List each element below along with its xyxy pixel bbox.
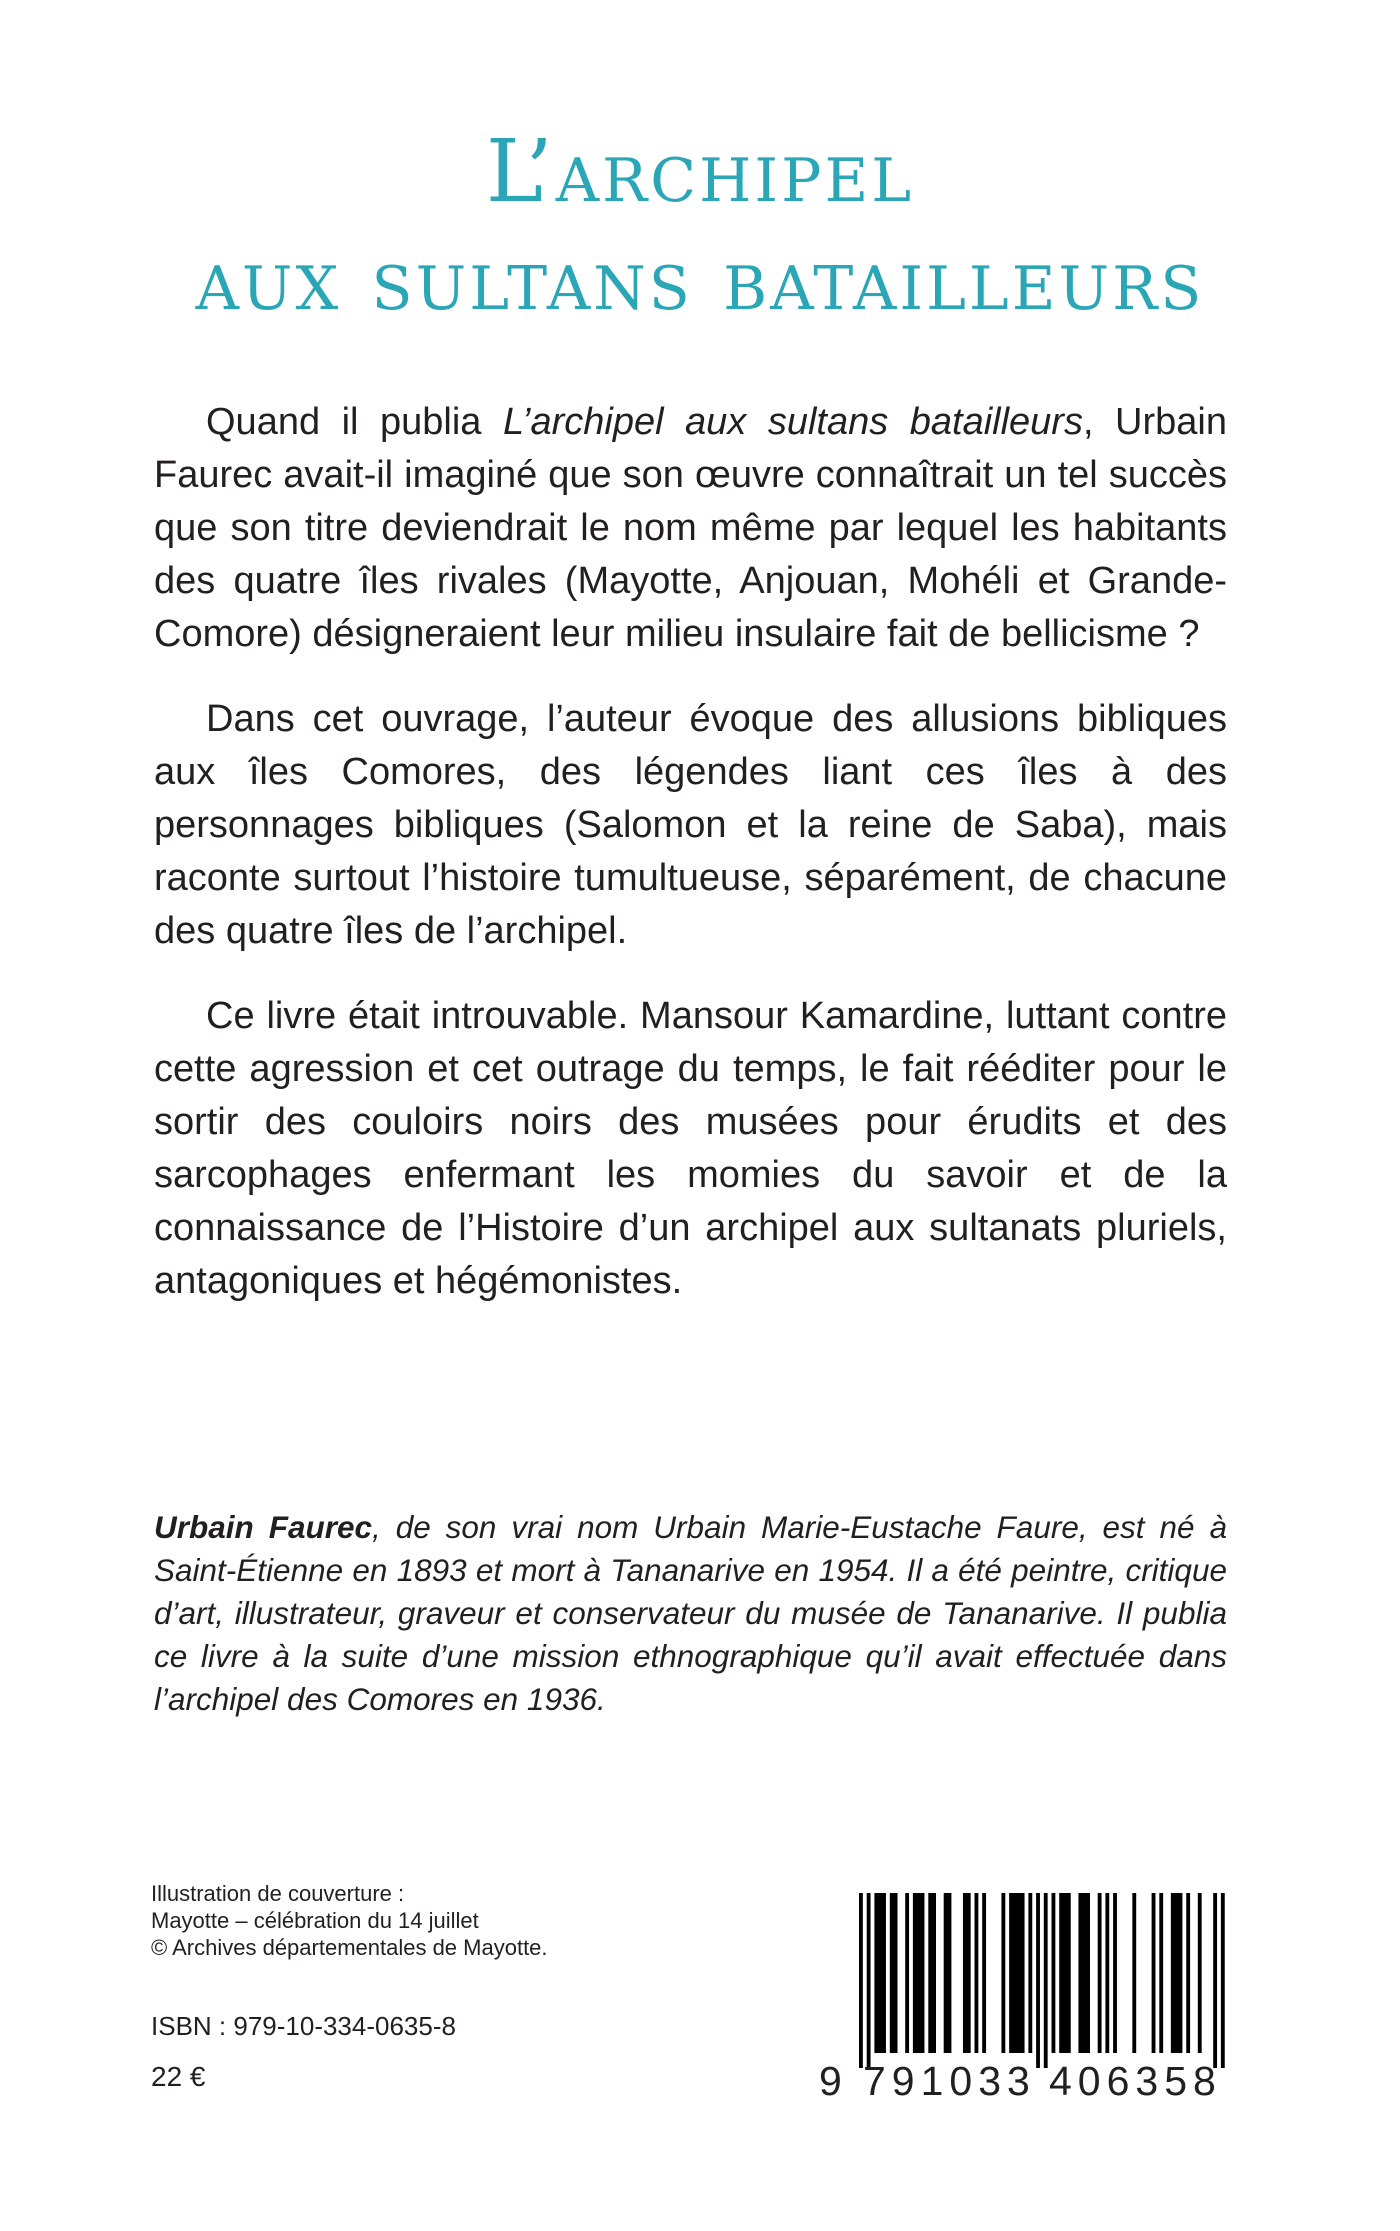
barcode-bar-10: [982, 1893, 986, 2053]
book-title-italic: L’archipel aux sultans batailleurs: [502, 401, 1083, 443]
barcode-bar-25: [1171, 1893, 1183, 2053]
book-title: [0, 118, 1400, 334]
blurb-paragraph-1: [154, 396, 1227, 661]
barcode-bar-18: [1078, 1893, 1090, 2053]
barcode-bar-7: [944, 1893, 952, 2053]
barcode-guard-bar-1: [867, 1893, 871, 2068]
price: 22 €: [151, 2061, 206, 2092]
barcode-bar-12: [1009, 1893, 1024, 2053]
barcode-bar-17: [1059, 1893, 1071, 2053]
barcode-guard-bar-15: [1044, 1893, 1048, 2068]
barcode-bar-8: [963, 1893, 971, 2053]
author-bio: [154, 1506, 1227, 1721]
barcode-bar-6: [928, 1893, 936, 2053]
barcode-bar-3: [890, 1893, 898, 2053]
cover-credits: [151, 1880, 548, 1961]
barcode-bar-16: [1052, 1893, 1056, 2053]
barcode-bar-24: [1159, 1893, 1163, 2053]
barcode-bar-21: [1113, 1893, 1117, 2053]
barcode-digits: [819, 2056, 1239, 2106]
blurb: [154, 396, 1227, 1340]
barcode-bar-4: [905, 1893, 909, 2053]
barcode-bar-11: [1001, 1893, 1005, 2053]
barcode-bar-20: [1105, 1893, 1109, 2053]
credits-line-1: Illustration de couverture :: [151, 1881, 405, 1906]
barcode-bar-13: [1028, 1893, 1032, 2053]
barcode-bar-22: [1132, 1893, 1136, 2053]
credits-line-3: © Archives départementales de Mayotte.: [151, 1935, 548, 1960]
barcode-bar-27: [1198, 1893, 1202, 2053]
author-bio-text: , de son vrai nom Urbain Marie-Eustache Faure, est né à Saint-Étienne en 1893 et mort à Tananarive en 1954. Il a été peintre, critique d’art, illustrateur, graveur et conservateur du musée de Tananarive. Il publia ce livre à la suite d’une mission ethnographique qu’il avait effectuée dans l’archipel des Comores en 1936.: [154, 1509, 1227, 1717]
credits-line-2: Mayotte – célébration du 14 juillet: [151, 1908, 479, 1933]
barcode-bar-2: [874, 1893, 886, 2053]
barcode-bar-9: [975, 1893, 979, 2053]
paragraph-1-end: , Urbain Faurec avait-il imaginé que son œuvre connaîtrait un tel succès que son titre deviendrait le nom même par lequel les habitants des quatre îles rivales (Mayotte, Anjouan, Mohéli et Grande-Comore) désigneraient leur milieu insulaire fait de bellicisme ?: [154, 401, 1227, 655]
barcode-first-digit: 9: [819, 2058, 842, 2104]
barcode: [819, 1893, 1239, 2108]
barcode-right-digits: 406358: [1049, 2058, 1222, 2104]
paragraph-1-start: Quand il publia: [206, 401, 503, 443]
barcode-bars: [819, 1893, 1239, 2068]
barcode-guard-bar-28: [1213, 1893, 1217, 2068]
barcode-bar-26: [1186, 1893, 1190, 2053]
title-line-1: L’archipel: [485, 122, 915, 222]
author-name: Urbain Faurec: [154, 1509, 372, 1545]
barcode-bar-5: [913, 1893, 925, 2053]
barcode-left-digits: 791033: [863, 2058, 1036, 2104]
isbn: ISBN : 979-10-334-0635-8: [151, 2011, 456, 2041]
title-line-2: aux sultans batailleurs: [195, 230, 1205, 330]
blurb-paragraph-3: Ce livre était introuvable. Mansour Kamardine, luttant contre cette agression et cet outrage du temps, le fait rééditer pour le sortir des couloirs noirs des musées pour érudits et des sarcophages enfermant les momies du savoir et de la connaissance de l’Histoire d’un archipel aux sultanats pluriels, antagoniques et hégémonistes.: [154, 995, 1227, 1302]
blurb-paragraph-2: Dans cet ouvrage, l’auteur évoque des allusions bibliques aux îles Comores, des légendes liant ces îles à des personnages bibliques (Salomon et la reine de Saba), mais raconte surtout l’histoire tumultueuse, séparément, de chacune des quatre îles de l’archipel.: [154, 698, 1227, 952]
barcode-guard-bar-14: [1036, 1893, 1040, 2068]
barcode-guard-bar-0: [859, 1893, 863, 2068]
barcode-bar-19: [1098, 1893, 1102, 2053]
barcode-guard-bar-29: [1221, 1893, 1225, 2068]
barcode-bar-23: [1152, 1893, 1156, 2053]
